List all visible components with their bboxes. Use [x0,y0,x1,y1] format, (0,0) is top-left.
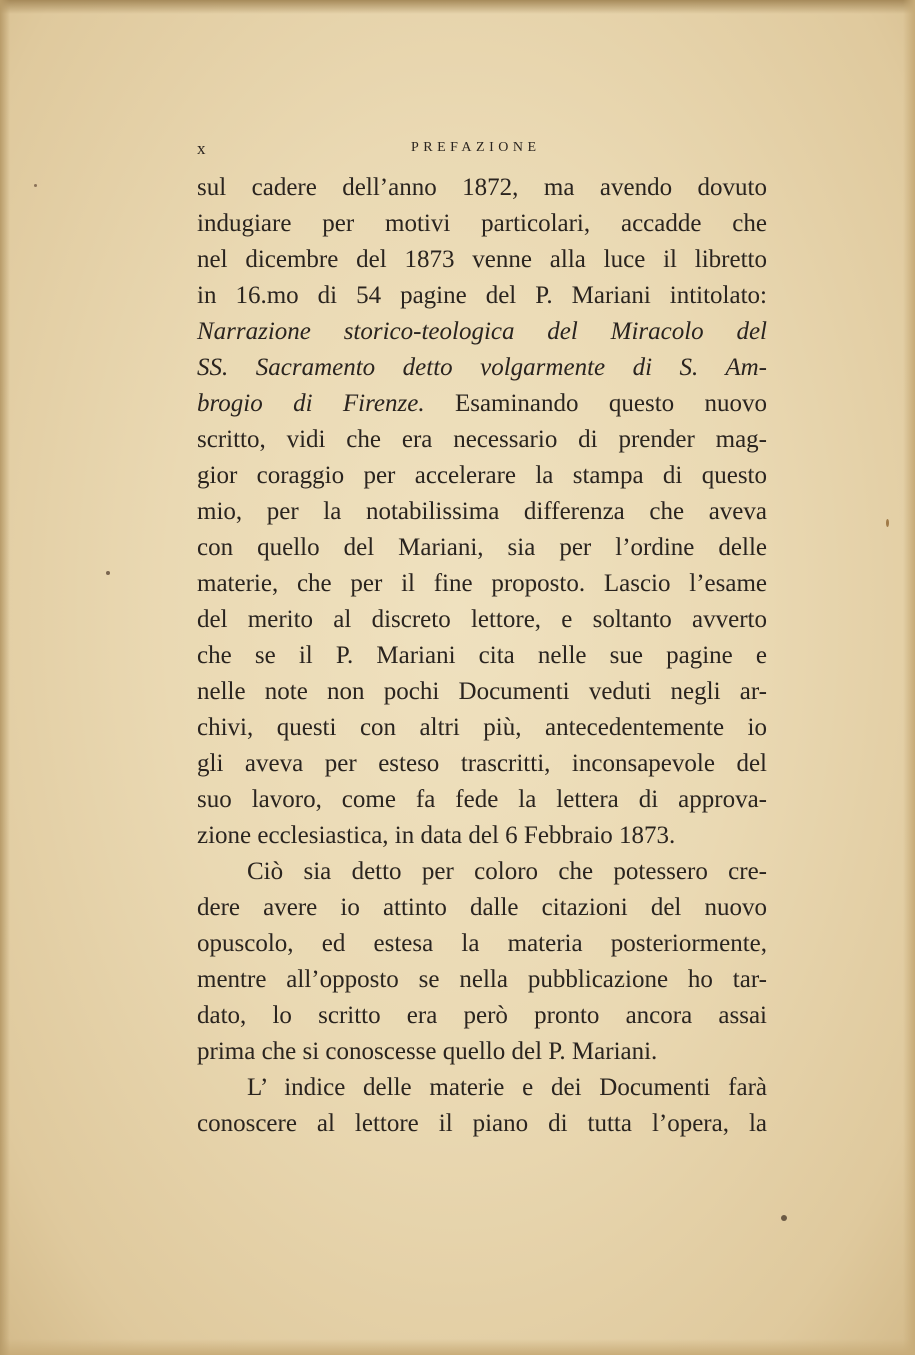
text-line [197,566,767,602]
text-line [197,638,767,674]
text-segment: materie, che per il fine proposto. Lascio l’esame [197,570,767,597]
text-segment: che se il P. Mariani cita nelle sue pagine e [197,642,767,669]
text-line [197,170,767,206]
italic-title-segment: SS. Sacramento detto volgarmente di S. Am- [197,354,767,381]
page-edge-shadow [903,0,915,1355]
text-line [197,206,767,242]
text-line [197,962,767,998]
text-line [197,530,767,566]
text-line [197,458,767,494]
text-segment: scritto, vidi che era necessario di prender mag- [197,426,767,453]
text-segment: zione ecclesiastica, in data del 6 Febbraio 1873. [197,822,676,849]
page-bottom-shadow [0,1339,915,1355]
text-line [197,890,767,926]
text-line [197,602,767,638]
paper-speck [106,571,110,575]
paper-speck [781,1215,787,1221]
text-segment: suo lavoro, come fa fede la lettera di approva- [197,786,767,813]
paper-speck [886,519,889,527]
text-segment: Ciò sia detto per coloro che potessero cre- [247,858,767,885]
text-segment: Esaminando questo nuovo [424,390,767,417]
text-line [197,998,767,1034]
text-line [197,242,767,278]
text-segment: gior coraggio per accelerare la stampa di questo [197,462,767,489]
text-line [197,854,767,890]
text-segment: mio, per la notabilissima differenza che aveva [197,498,767,525]
running-title: PREFAZIONE [411,140,541,155]
text-line [197,1070,767,1106]
text-line [197,926,767,962]
text-segment: gli aveva per esteso trascritti, inconsapevole del [197,750,767,777]
paper-speck [34,184,37,187]
text-line [197,746,767,782]
text-line [197,674,767,710]
text-segment: nel dicembre del 1873 venne alla luce il libretto [197,246,767,273]
italic-title-segment: Narrazione storico-teologica del Miracolo del [197,318,767,345]
text-segment: del merito al discreto lettore, e soltanto avverto [197,606,767,633]
text-segment: conoscere al lettore il piano di tutta l’opera, la [197,1110,767,1137]
text-segment: in 16.mo di 54 pagine del P. Mariani intitolato: [197,282,767,309]
text-line [197,386,767,422]
text-line [197,818,767,854]
text-segment: prima che si conoscesse quello del P. Mariani. [197,1038,658,1065]
text-segment: con quello del Mariani, sia per l’ordine delle [197,534,767,561]
text-line [197,314,767,350]
text-line [197,782,767,818]
text-line [197,494,767,530]
page-header [197,139,767,161]
italic-title-segment: brogio di Firenze. [197,390,425,417]
page-number: x [197,139,206,158]
body-text [197,170,767,1142]
text-line [197,278,767,314]
text-segment: chivi, questi con altri più, antecedentemente io [197,714,767,741]
text-segment: dato, lo scritto era però pronto ancora assai [197,1002,767,1029]
text-segment: nelle note non pochi Documenti veduti negli ar- [197,678,767,705]
text-segment: opuscolo, ed estesa la materia posteriormente, [197,930,767,957]
text-segment: L’ indice delle materie e dei Documenti farà [247,1074,767,1101]
text-line [197,350,767,386]
text-line [197,710,767,746]
text-segment: sul cadere dell’anno 1872, ma avendo dovuto [197,174,767,201]
text-line [197,422,767,458]
text-segment: indugiare per motivi particolari, accadde che [197,210,767,237]
text-line [197,1106,767,1142]
text-segment: mentre all’opposto se nella pubblicazione ho tar- [197,966,767,993]
text-line [197,1034,767,1070]
text-segment: dere avere io attinto dalle citazioni del nuovo [197,894,767,921]
